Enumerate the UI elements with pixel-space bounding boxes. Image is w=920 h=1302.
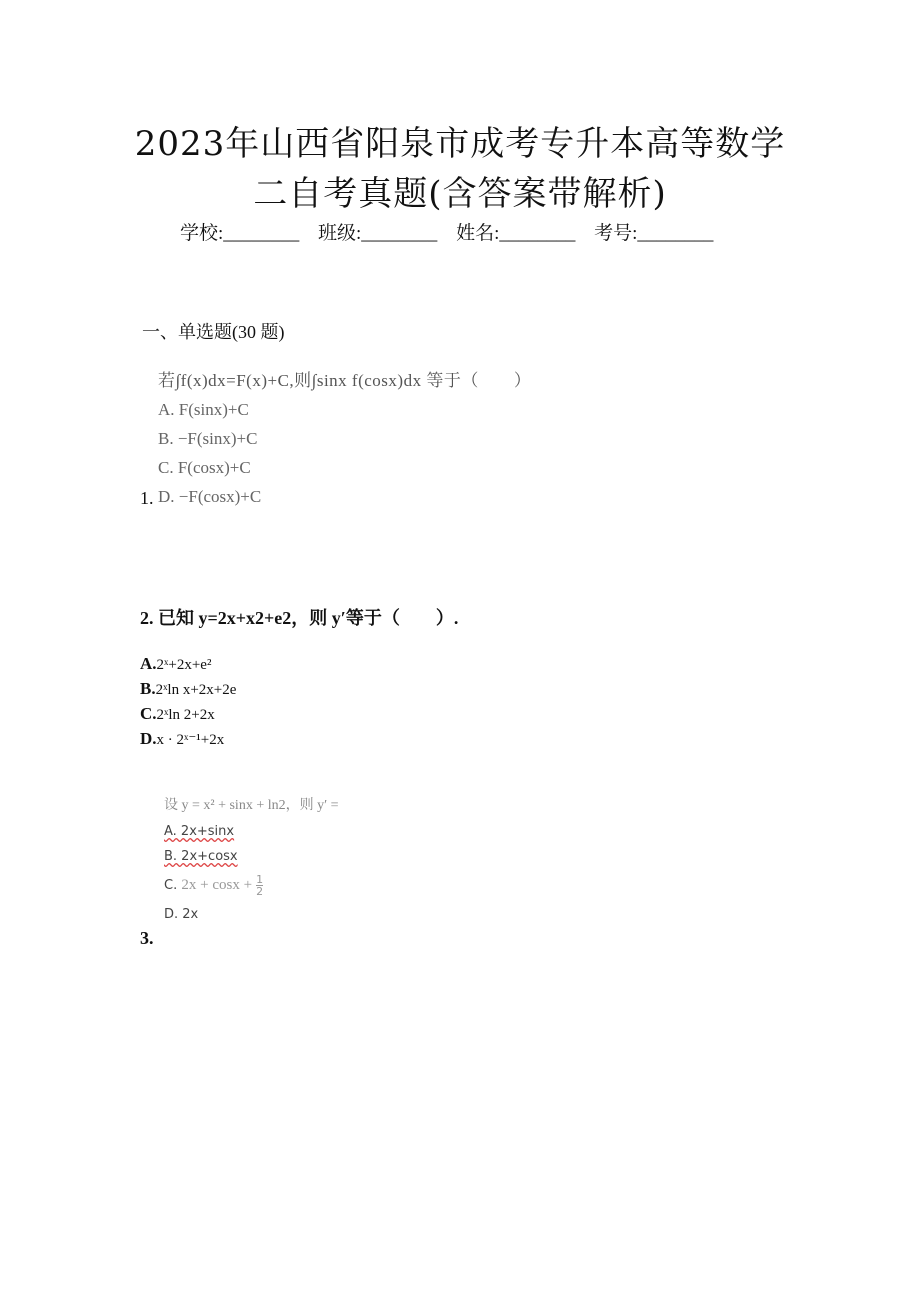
question-3-option-a	[164, 824, 564, 839]
question-2-stem: 2. 已知 y=2x+x2+e2，则 y′等于（ ）.	[140, 608, 459, 628]
option-c-expression: 2x + cosx +	[181, 877, 253, 893]
option-text: A. 2x+sinx	[164, 824, 235, 839]
question-3-option-d: D. 2x	[164, 907, 199, 922]
question-3	[164, 794, 564, 922]
school-field: 学校:________	[180, 223, 300, 244]
option-text: 2ˣln 2+2x	[156, 707, 215, 723]
question-2-option-c	[140, 702, 780, 727]
question-3-stem: 设 y = x² + sinx + ln2，则 y′ =	[164, 798, 339, 813]
option-letter: B.	[140, 679, 156, 698]
class-field: 班级:________	[318, 223, 438, 244]
question-1-option-d: D. −F(cosx)+C	[158, 487, 262, 506]
question-2-option-a	[140, 652, 780, 677]
option-text: 2ˣln x+2x+2e	[155, 682, 237, 698]
option-text: 2ˣ+2x+e²	[156, 657, 212, 673]
question-3-option-c	[164, 874, 564, 897]
question-3-option-b	[164, 849, 564, 864]
document-title-line1: 2023年山西省阳泉市成考专升本高等数学	[134, 124, 786, 164]
question-1-option-a: A. F(sinx)+C	[158, 400, 249, 419]
document-title-line2: 二自考真题(含答案带解析)	[253, 174, 667, 214]
option-text: B. 2x+cosx	[164, 849, 238, 864]
question-1-stem: 若∫f(x)dx=F(x)+C,则∫sinx f(cosx)dx 等于（ ）	[158, 371, 532, 390]
question-1-option-c: C. F(cosx)+C	[158, 458, 251, 477]
question-1	[158, 366, 678, 507]
fraction-one-half: $\frac{1}{2}$	[256, 873, 264, 898]
option-letter: D.	[140, 729, 157, 748]
question-2	[140, 604, 780, 752]
section-heading: 一、单选题(30 题)	[142, 322, 285, 342]
name-field: 姓名:________	[456, 223, 576, 244]
option-letter: C.	[140, 704, 157, 723]
option-letter: A.	[140, 654, 157, 673]
option-text: x · 2ˣ⁻¹+2x	[156, 732, 225, 748]
question-1-option-b: B. −F(sinx)+C	[158, 429, 258, 448]
question-2-option-b	[140, 677, 780, 702]
option-letter: C.	[164, 878, 178, 893]
question-1-number: 1.	[140, 488, 154, 508]
question-3-number: 3.	[140, 928, 154, 948]
exam-number-field: 考号:________	[594, 223, 714, 244]
student-info-line	[180, 218, 780, 245]
question-2-option-d	[140, 727, 780, 752]
